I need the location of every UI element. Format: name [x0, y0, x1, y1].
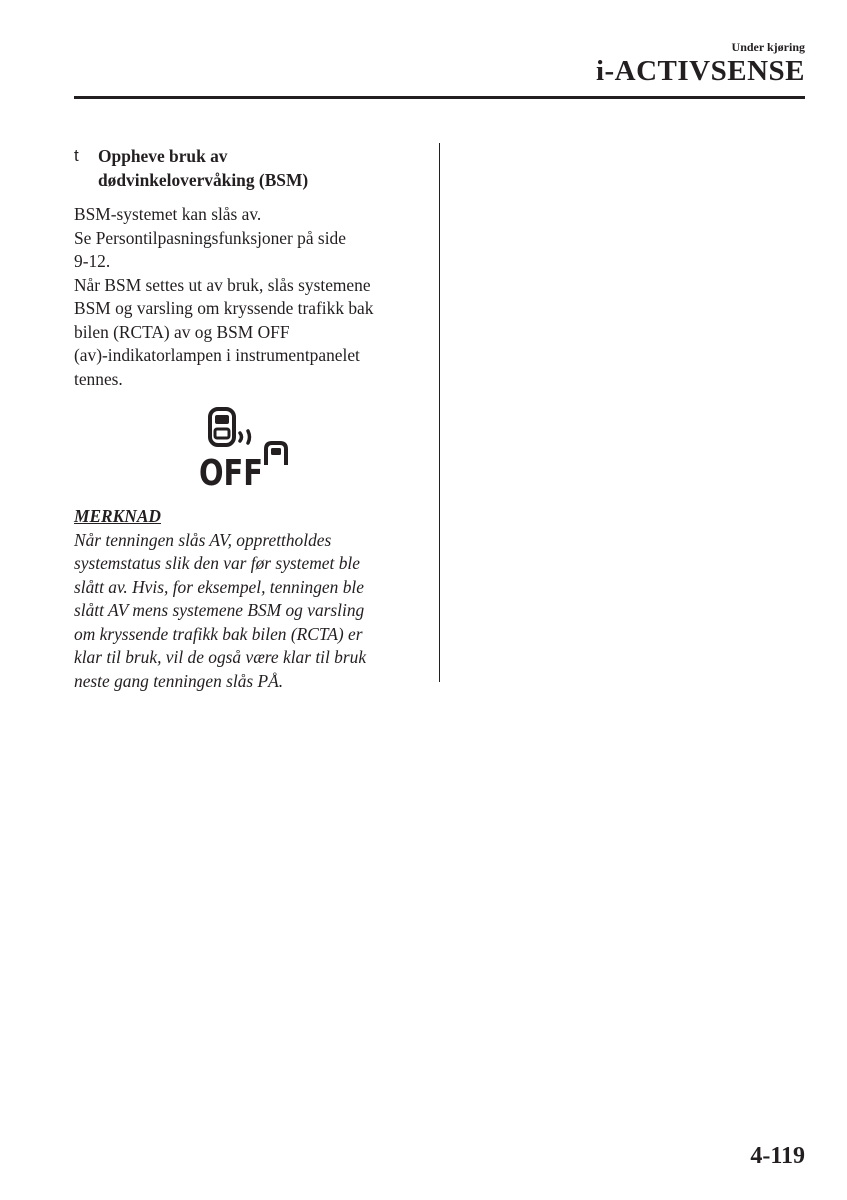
note-text: Når tenningen slås AV, opprettholdes systemstatus slik den var før systemet ble slått av. Hvis, for eksempel, tenningen ble slått AV mens systemene BSM og varsling om kryssende trafikk bak bilen (RCTA) er klar til bruk, vil de også være klar til bruk neste gang tenningen slås PÅ. [74, 529, 367, 691]
page-number: 4-119 [750, 1143, 805, 1169]
section-heading [74, 144, 424, 192]
header-rule [74, 96, 805, 99]
chapter-label: Under kjøring [731, 40, 805, 54]
section-title: i-ACTIVSENSE [595, 55, 805, 87]
body-paragraph: BSM-systemet kan slås av. Se Persontilpasningsfunksjoner på side 9-12. Når BSM settes ut av bruk, slås systemene BSM og varsling om kryssende trafikk bak bilen (RCTA) av og BSM OFF (av)-indikatorlampen i instrumentpanelet tennes. [74, 204, 374, 389]
note-title: MERKNAD [74, 506, 161, 526]
main-column [74, 144, 424, 693]
bsm-off-indicator-icon [196, 405, 296, 493]
column-divider [439, 143, 440, 682]
indicator-off-label: OFF [199, 453, 263, 493]
bullet-marker: t [74, 146, 79, 165]
heading-text: Oppheve bruk av dødvinkelovervåking (BSM) [98, 146, 309, 190]
